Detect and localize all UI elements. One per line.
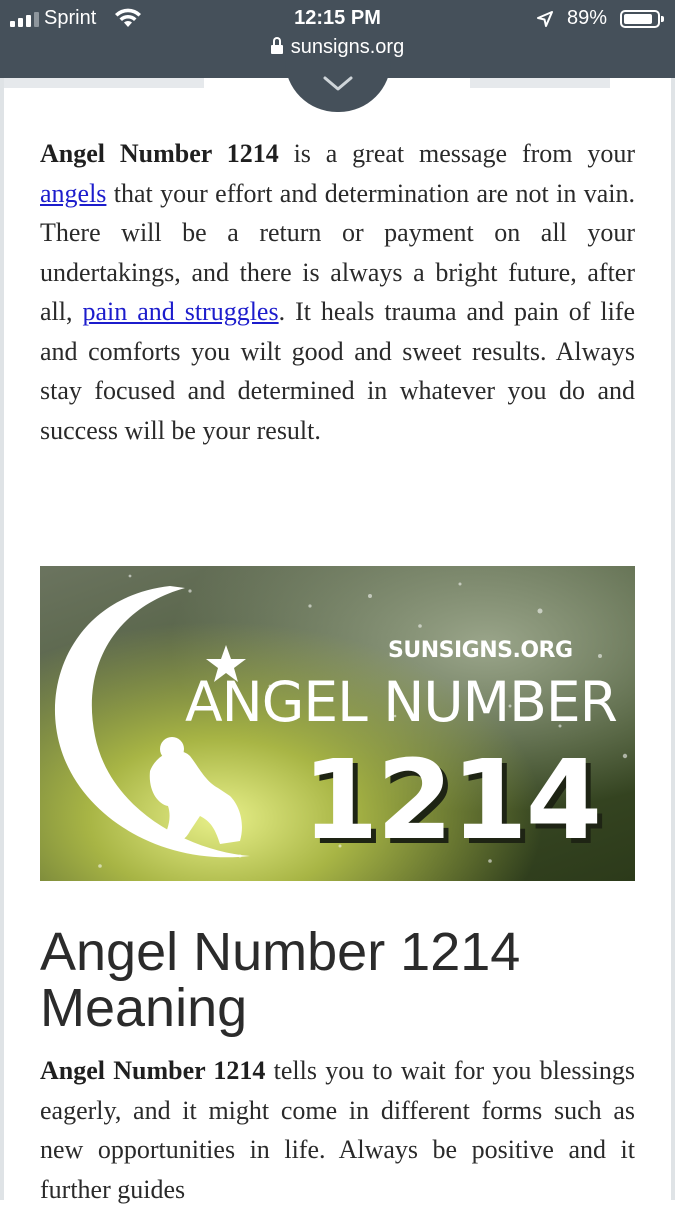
battery-icon xyxy=(620,10,660,28)
image-number: 1214 xyxy=(302,736,601,864)
page-frame-right xyxy=(671,78,675,1200)
page-frame-top-right xyxy=(470,78,610,88)
image-title: ANGEL NUMBER xyxy=(185,670,617,734)
pain-and-struggles-link[interactable]: pain and struggles xyxy=(82,297,279,326)
image-site-watermark: SUNSIGNS.ORG xyxy=(388,638,573,663)
intro-text-2: that your effort and determination are not in vain. There will be a return or payment on all your undertakings, and there is always a bright future, after all, xyxy=(40,178,635,326)
intro-text-1: is a great message from your xyxy=(278,139,636,168)
lock-icon xyxy=(271,40,283,54)
battery-percentage: 89% xyxy=(567,7,608,29)
meaning-text: tells you to wait for you blessings eagerly, and it might come in different forms such as new opportunities in life. Always be positive and it further guides xyxy=(40,1056,635,1204)
intro-bold-term: Angel Number 1214 xyxy=(40,139,279,168)
intro-paragraph xyxy=(40,134,635,450)
intro-text-3: . It heals trauma and pain of life and comforts you wilt good and sweet results. Always stay focused and determined in whatever you do and success will be your result. xyxy=(40,297,635,445)
meaning-paragraph xyxy=(40,1051,635,1209)
clock: 12:15 PM xyxy=(294,7,381,29)
carrier-name: Sprint xyxy=(44,7,97,29)
page-frame-top-left xyxy=(4,78,204,88)
expand-header-button[interactable] xyxy=(285,60,391,112)
angels-link[interactable]: angels xyxy=(40,178,107,208)
chevron-down-icon xyxy=(323,76,353,92)
meaning-bold-term: Angel Number 1214 xyxy=(40,1056,266,1085)
location-arrow-icon xyxy=(537,11,553,27)
page-frame-left xyxy=(0,78,4,1200)
section-heading: Angel Number 1214 Meaning xyxy=(40,922,521,1038)
url-text: sunsigns.org xyxy=(290,36,405,58)
address-bar[interactable] xyxy=(0,36,675,59)
angel-number-image xyxy=(40,566,635,881)
status-bar xyxy=(0,0,675,38)
